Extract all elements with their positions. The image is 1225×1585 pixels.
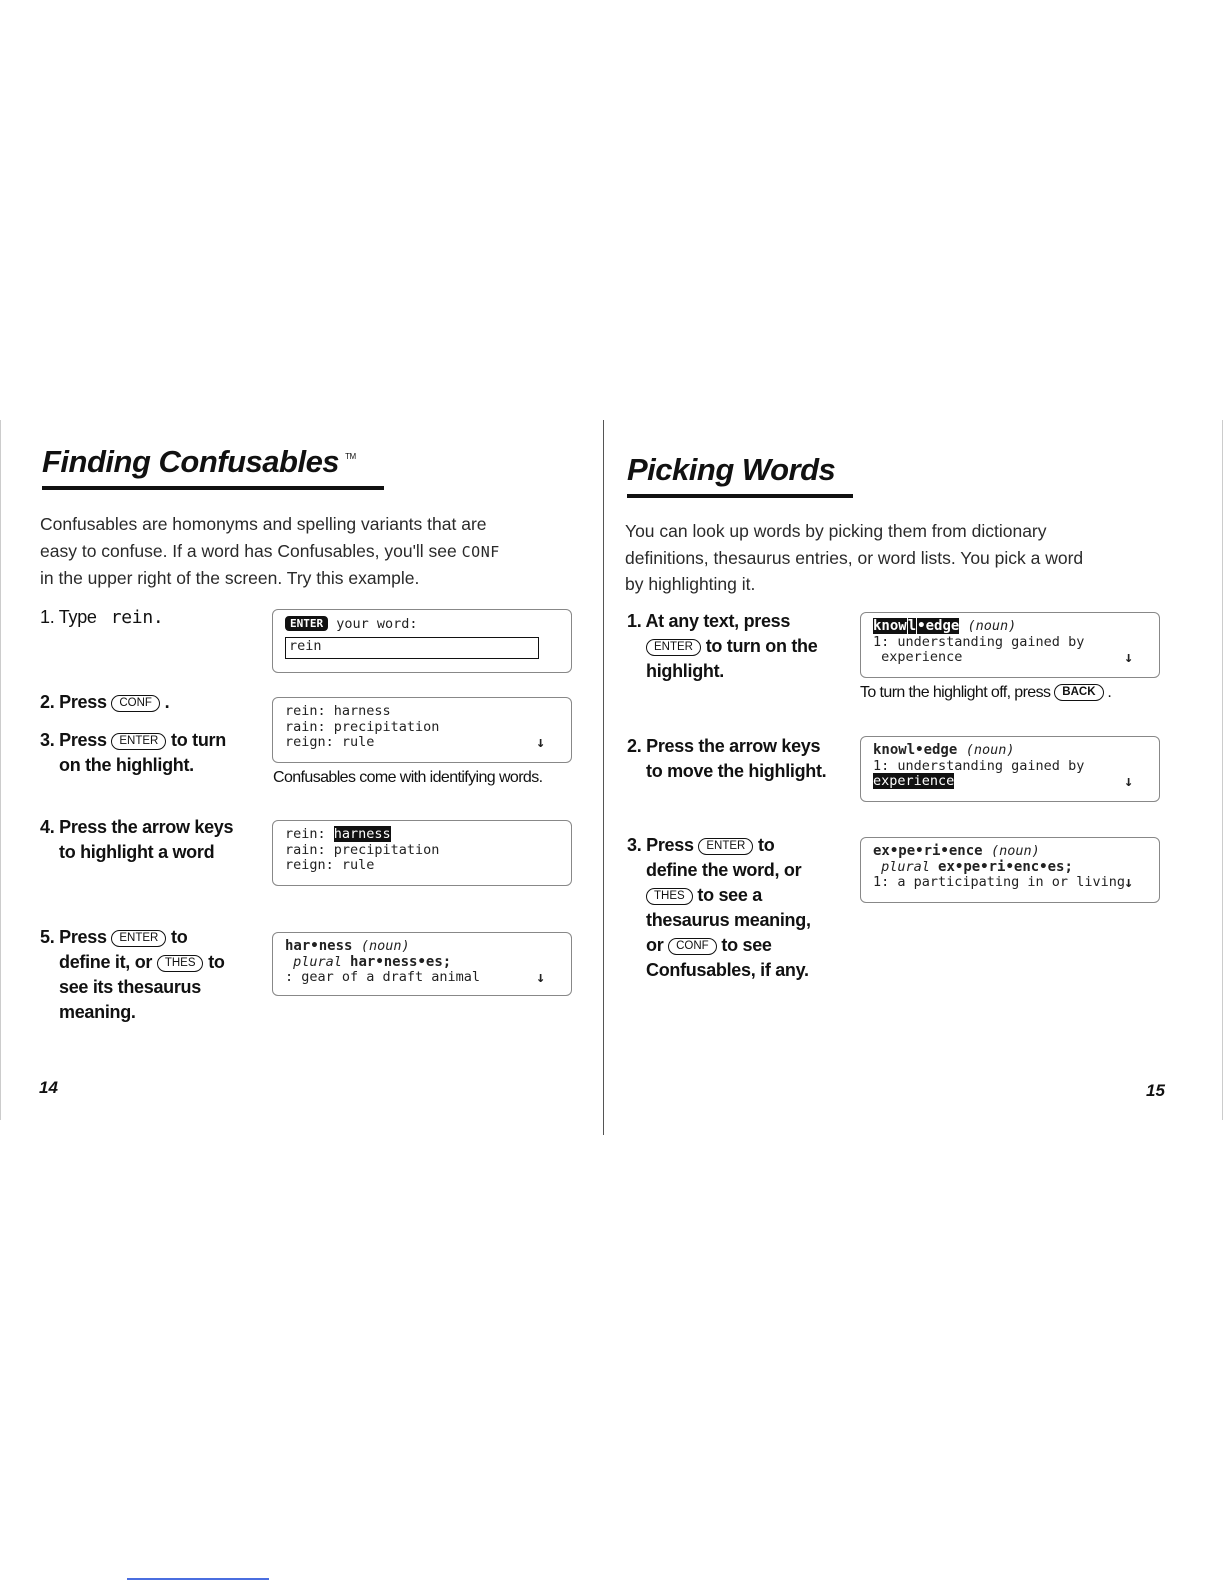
right-intro-line-1: You can look up words by picking them from dictionary (625, 521, 1047, 541)
thes-key-icon: THES (157, 955, 204, 972)
left-step-5: 5. Press ENTER to define it, or THES to see its thesaurus meaning. (40, 927, 225, 1022)
screen-highlighted-word: rein: harness rain: precipitation reign: rule (272, 820, 572, 886)
screen-caption: Confusables come with identifying words. (273, 769, 543, 786)
conf-indicator: CONF (461, 542, 500, 561)
page-number-right: 15 (1146, 1081, 1165, 1100)
conf-key-icon: CONF (111, 695, 160, 712)
left-intro (40, 511, 600, 592)
down-arrow-icon: ↓ (535, 733, 545, 751)
page-number-left: 14 (39, 1078, 58, 1097)
left-step-1: 1. Type rein. (40, 607, 164, 628)
right-step-2: 2. Press the arrow keys to move the highlight. (627, 736, 827, 781)
left-intro-line-3: in the upper right of the screen. Try this example. (40, 568, 420, 588)
down-arrow-icon: ↓ (1123, 772, 1133, 790)
down-arrow-icon: ↓ (535, 968, 545, 986)
conf-key-icon: CONF (668, 938, 717, 955)
word-input-field[interactable]: rein (285, 637, 539, 659)
right-page (605, 0, 1225, 1585)
right-intro-line-3: by highlighting it. (625, 574, 756, 594)
left-step-2: 2. Press CONF . (40, 692, 170, 712)
typed-word: rein. (110, 607, 164, 628)
left-step-3: 3. Press ENTER to turn on the highlight. (40, 730, 226, 775)
enter-key-icon: ENTER (111, 733, 166, 750)
screen-definition-experience: ex•pe•ri•ence (noun) plural ex•pe•ri•enc•es; 1: a participating in or living ↓ (860, 837, 1160, 903)
back-key-icon: BACK (1054, 684, 1103, 701)
left-step-4: 4. Press the arrow keys to highlight a word (40, 817, 234, 862)
left-intro-line-2: easy to confuse. If a word has Confusables, you'll see CONF (40, 540, 500, 561)
screen-highlight-on: knowl•edge (noun) 1: understanding gained by experience ↓ (860, 612, 1160, 678)
right-step-3: 3. Press ENTER to define the word, or THES to see a thesaurus meaning, or CONF to see Confusables, if any. (627, 835, 811, 980)
right-page-title: Picking Words (627, 452, 836, 487)
left-page-title: Finding Confusables ™ (42, 444, 356, 479)
right-title-rule (627, 494, 853, 498)
screen-definition-harness: har•ness (noun) plural har•ness•es; : gear of a draft animal ↓ (272, 932, 572, 996)
highlighted-word: harness (333, 826, 391, 842)
down-arrow-icon: ↓ (1123, 648, 1133, 666)
highlight-off-note: To turn the highlight off, press BACK . (860, 684, 1112, 701)
left-intro-line-1: Confusables are homonyms and spelling variants that are (40, 514, 487, 534)
right-intro-line-2: definitions, thesaurus entries, or word lists. You pick a word (625, 547, 1084, 568)
down-arrow-icon: ↓ (1123, 873, 1133, 891)
right-step-1: 1. At any text, press ENTER to turn on the highlight. (627, 611, 818, 681)
screen-move-highlight: knowl•edge (noun) 1: understanding gained by experience ↓ (860, 736, 1160, 802)
thes-key-icon: THES (646, 888, 693, 905)
enter-key-icon: ENTER (646, 639, 701, 656)
enter-key-icon: ENTER (698, 838, 753, 855)
screen-enter-word: ENTER your word: rein (272, 609, 572, 673)
enter-key-icon: ENTER (285, 616, 328, 631)
screen-confusables-list: rein: harness rain: precipitation reign: rule ↓ (272, 697, 572, 763)
left-page (0, 0, 605, 1585)
trademark: TM (345, 452, 356, 461)
highlighted-word: experience (873, 773, 955, 789)
left-title-rule (42, 486, 384, 490)
enter-key-icon: ENTER (111, 930, 166, 947)
right-intro (625, 518, 1205, 598)
